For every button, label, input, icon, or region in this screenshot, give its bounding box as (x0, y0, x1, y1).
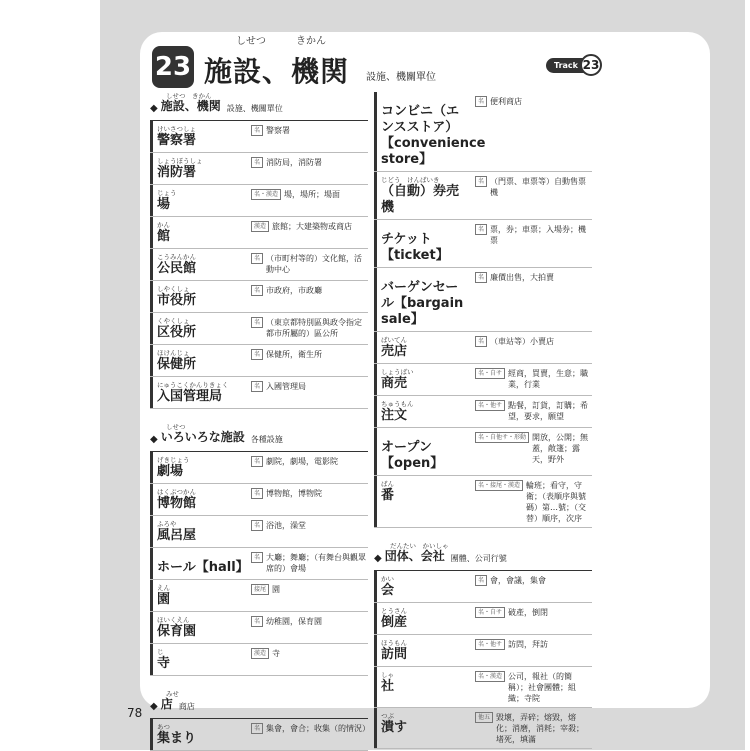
definition-text: 訪問，拜訪 (508, 640, 549, 649)
definition-cell (469, 332, 592, 363)
left-column (150, 92, 371, 751)
vocab-word: 公民館 (157, 261, 197, 276)
word-ruby: かい (381, 575, 394, 583)
word-ruby: ほうもん (381, 639, 407, 647)
vocab-entry (150, 548, 368, 580)
part-of-speech-tag: 名 (251, 723, 263, 734)
definition-text: 消防局，消防署 (266, 158, 323, 167)
vocab-word: 寺 (157, 656, 171, 671)
vocab-entry (150, 377, 368, 409)
part-of-speech-tag: 名 (475, 272, 487, 283)
definition-text: 警察署 (266, 126, 291, 135)
track-label: Track (546, 58, 584, 73)
part-of-speech-tag: 名・漢造 (475, 671, 505, 682)
part-of-speech-tag: 名 (251, 285, 263, 296)
word-cell (374, 332, 469, 363)
section-spacer (150, 409, 368, 423)
definition-cell (469, 708, 592, 748)
word-cell (374, 603, 469, 634)
vocab-word: 風呂屋 (157, 528, 197, 543)
right-column (374, 92, 592, 749)
vocab-word: コンビニ（エンスストア）【convenience store】 (381, 104, 486, 167)
definition-text: （東京都特別區與政令指定都市所屬的）區公所 (266, 318, 363, 338)
definition-text: （門票、車票等）自動售票機 (490, 177, 587, 197)
vocab-entry (150, 452, 368, 484)
definition-cell (245, 548, 368, 579)
section-title: 店 (160, 697, 173, 711)
word-ruby: しやくしょ (157, 285, 190, 293)
definition-text: 場，場所；場面 (284, 190, 341, 199)
section-title: 団体、会社 (384, 549, 445, 563)
definition-text: 入國管理局 (266, 382, 307, 391)
definition-cell (245, 313, 368, 344)
definition-cell (245, 121, 368, 152)
definition-text: 經商，買賣，生意；職業，行業 (508, 369, 589, 389)
vocab-entry (150, 217, 368, 249)
part-of-speech-tag: 名 (251, 349, 263, 360)
word-cell (150, 580, 245, 611)
vocab-word: 博物館 (157, 496, 197, 511)
vocab-entry (374, 571, 592, 603)
part-of-speech-tag: 名 (251, 381, 263, 392)
word-ruby: かん (157, 221, 170, 229)
word-cell (374, 172, 469, 219)
word-ruby: しゃ (381, 671, 394, 679)
word-cell (150, 377, 245, 408)
definition-text: （車站等）小賣店 (490, 337, 555, 346)
definition-text: 寺 (272, 649, 281, 658)
section-title: いろいろな施設 (160, 430, 245, 444)
definition-text: 公司，報社（的簡稱）；社會團體；組織；寺院 (508, 672, 577, 703)
word-cell (374, 268, 469, 331)
definition-cell (245, 580, 368, 611)
vocab-entry (374, 396, 592, 428)
section-head-ruby: だんたい かいしゃ (390, 542, 449, 550)
vocab-word: 警察署 (157, 133, 197, 148)
vocab-word: 潰す (381, 720, 408, 735)
vocab-word: 場 (157, 197, 171, 212)
diamond-icon: ◆ (150, 103, 158, 114)
word-cell (150, 313, 245, 344)
word-ruby: えん (157, 584, 170, 592)
vocab-word: 区役所 (157, 325, 197, 340)
vocab-word: 社 (381, 679, 395, 694)
vocab-entry (150, 612, 368, 644)
part-of-speech-tag: 名 (475, 336, 487, 347)
definition-text: 廉價出售，大拍賣 (490, 273, 555, 282)
part-of-speech-tag: 名・他サ (475, 400, 505, 411)
word-cell (150, 153, 245, 184)
word-cell (374, 667, 469, 707)
section-head-ruby: しせつ きかん (166, 92, 212, 100)
section-spacer (374, 528, 592, 542)
section-subtitle: 團體、公司行號 (450, 554, 507, 563)
vocab-word: ホール【hall】 (157, 560, 249, 575)
definition-text: 點餐，訂貨，訂購；希望，要求，願望 (508, 401, 589, 421)
part-of-speech-tag: 名 (251, 552, 263, 563)
vocab-entry (374, 667, 592, 708)
vocab-word: 倒産 (381, 615, 408, 630)
word-cell (150, 345, 245, 376)
vocab-entry (150, 249, 368, 281)
vocab-word: チケット【ticket】 (381, 232, 449, 263)
vocab-word: 市役所 (157, 293, 197, 308)
vocab-entry (374, 220, 592, 268)
part-of-speech-tag: 名 (251, 488, 263, 499)
vocab-entry (150, 185, 368, 217)
word-cell (150, 121, 245, 152)
section-head-ruby: みせ (166, 690, 179, 698)
part-of-speech-tag: 名 (251, 616, 263, 627)
definition-cell (469, 220, 592, 267)
vocab-word: 入国管理局 (157, 389, 223, 404)
part-of-speech-tag: 名・自サ (475, 607, 505, 618)
word-cell (150, 185, 245, 216)
definition-cell (245, 612, 368, 643)
vocab-word: 保育園 (157, 624, 197, 639)
part-of-speech-tag: 名 (251, 520, 263, 531)
definition-text: 毀壞，弄碎；熔毀，熔化；消磨，消耗；宰殺；堵死，填滿 (496, 713, 585, 744)
vocab-entry (374, 708, 592, 749)
vocab-word: 園 (157, 592, 171, 607)
vocab-entry (150, 719, 371, 751)
word-cell (374, 571, 469, 602)
definition-cell (469, 667, 592, 707)
word-cell (374, 92, 486, 171)
definition-cell (469, 571, 592, 602)
definition-cell (245, 377, 368, 408)
word-ruby: ほけんじょ (157, 349, 190, 357)
definition-text: 保健所，衛生所 (266, 350, 323, 359)
vocab-word: 注文 (381, 408, 408, 423)
definition-cell (469, 172, 592, 219)
vocab-word: 売店 (381, 344, 408, 359)
definition-cell (245, 452, 368, 483)
definition-cell (245, 516, 368, 547)
part-of-speech-tag: 名・自他サ・形動 (475, 432, 529, 443)
definition-cell (245, 719, 371, 750)
word-ruby: しょうぼうしょ (157, 157, 203, 165)
diamond-icon: ◆ (374, 553, 382, 564)
word-cell (374, 635, 469, 666)
word-ruby: ほいくえん (157, 616, 190, 624)
definition-cell (469, 396, 592, 427)
vocab-entry (374, 332, 592, 364)
part-of-speech-tag: 名 (251, 125, 263, 136)
vocab-entry (374, 635, 592, 667)
vocab-entry (150, 153, 368, 185)
vocab-entry (374, 428, 592, 476)
definition-text: 市政府，市政廳 (266, 286, 323, 295)
vocab-entry (374, 172, 592, 220)
word-ruby (157, 552, 245, 560)
definition-text: 幼稚園，保育園 (266, 617, 323, 626)
definition-cell (245, 153, 368, 184)
definition-text: 劇院，劇場，電影院 (266, 457, 339, 466)
part-of-speech-tag: 名 (475, 575, 487, 586)
vocab-entry (150, 484, 368, 516)
vocab-entry (150, 121, 368, 153)
word-ruby: ばいてん (381, 336, 407, 344)
vocab-entry (150, 580, 368, 612)
definition-text: 破產，倒閉 (508, 608, 549, 617)
section-heading (374, 550, 592, 564)
part-of-speech-tag: 他五 (475, 712, 493, 723)
definition-cell (469, 364, 592, 395)
track-number: 23 (580, 54, 602, 76)
part-of-speech-tag: 接尾 (251, 584, 269, 595)
definition-text: 輪班；看守，守衛；（表順序與號碼）第…號；（交替）順序，次序 (526, 481, 587, 523)
section-heading (150, 100, 368, 114)
vocab-word: 商売 (381, 376, 408, 391)
definition-text: 浴池，澡堂 (266, 521, 307, 530)
definition-cell (245, 249, 368, 280)
definition-cell (245, 185, 368, 216)
section-title: 施設、機関 (160, 99, 221, 113)
definition-cell (245, 644, 368, 675)
word-cell (374, 476, 469, 527)
vocab-entry (374, 364, 592, 396)
section-subtitle: 各種設施 (250, 435, 283, 444)
vocab-word: オープン【open】 (381, 440, 444, 471)
definition-text: 開放，公開；無蓋，敞篷；露天，野外 (532, 433, 589, 464)
word-ruby: ふろや (157, 520, 177, 528)
chapter-ruby-1: しせつ (236, 36, 266, 47)
definition-cell (245, 484, 368, 515)
vocab-word: 訪問 (381, 647, 408, 662)
definition-cell (469, 92, 592, 171)
part-of-speech-tag: 名・他サ (475, 639, 505, 650)
chapter-title: 施設、機関 (204, 55, 350, 88)
vocab-word: 館 (157, 229, 171, 244)
vocab-entry (374, 268, 592, 332)
word-ruby: ばん (381, 480, 394, 488)
word-ruby (381, 224, 469, 232)
part-of-speech-tag: 名 (251, 456, 263, 467)
part-of-speech-tag: 名・自サ (475, 368, 505, 379)
part-of-speech-tag: 名・漢造 (251, 189, 281, 200)
word-cell (150, 249, 245, 280)
definition-cell (469, 428, 592, 475)
vocab-word: 劇場 (157, 464, 184, 479)
vocab-word: 集まり (157, 731, 197, 746)
word-cell (150, 548, 249, 579)
definition-text: 便利商店 (490, 97, 523, 106)
chapter-ruby-2: きかん (296, 36, 326, 47)
word-ruby: ちゅうもん (381, 400, 414, 408)
word-ruby: つぶ (381, 712, 394, 720)
part-of-speech-tag: 名 (475, 224, 487, 235)
word-ruby (381, 432, 469, 440)
definition-cell (245, 281, 368, 312)
vocab-entry (150, 644, 368, 676)
word-ruby: にゅうこくかんりきょく (157, 381, 229, 389)
definition-cell (469, 268, 592, 331)
definition-text: 會，會議，集會 (490, 576, 547, 585)
vocab-word: 保健所 (157, 357, 197, 372)
word-ruby: しょうばい (381, 368, 414, 376)
definition-text: （市町村等的）文化館，活動中心 (266, 254, 363, 274)
vocab-entry (150, 345, 368, 377)
vocab-word: 会 (381, 583, 395, 598)
vocab-word: 消防署 (157, 165, 197, 180)
word-cell (150, 644, 245, 675)
part-of-speech-tag: 名 (251, 253, 263, 264)
definition-text: 大廳；舞廳；（有舞台與觀眾席的）會場 (266, 553, 367, 573)
section-subtitle: 設施、機關單位 (226, 104, 283, 113)
vocab-entry (374, 92, 592, 172)
word-ruby: けいさつしょ (157, 125, 196, 133)
diamond-icon: ◆ (150, 701, 158, 712)
word-cell (150, 281, 245, 312)
part-of-speech-tag: 名 (251, 157, 263, 168)
section-heading (150, 431, 368, 445)
vocab-entry (150, 281, 368, 313)
definition-cell (469, 635, 592, 666)
word-ruby: はくぶつかん (157, 488, 196, 496)
definition-cell (245, 345, 368, 376)
part-of-speech-tag: 名 (251, 317, 263, 328)
word-ruby: くやくしょ (157, 317, 190, 325)
word-cell (374, 220, 469, 267)
word-ruby: こうみんかん (157, 253, 196, 261)
diamond-icon: ◆ (150, 434, 158, 445)
word-cell (374, 428, 469, 475)
word-ruby: とうさん (381, 607, 407, 615)
word-cell (150, 217, 245, 248)
definition-text: 園 (272, 585, 281, 594)
vocab-word: バーゲンセール【bargain sale】 (381, 280, 464, 327)
word-cell (374, 364, 469, 395)
vocab-entry (150, 313, 368, 345)
definition-text: 集會，會合；收集（的情況） (266, 724, 371, 733)
part-of-speech-tag: 名・接尾・漢造 (475, 480, 523, 491)
word-cell (374, 708, 469, 748)
definition-cell (469, 476, 592, 527)
definition-cell (245, 217, 368, 248)
word-cell (150, 516, 245, 547)
word-cell (150, 719, 245, 750)
word-ruby: じ (157, 648, 164, 656)
word-cell (150, 452, 245, 483)
word-ruby: じどう けんばいき (381, 176, 440, 184)
definition-text: 票，券；車票；入場券；機票 (490, 225, 587, 245)
vocab-entry (150, 516, 368, 548)
word-ruby (381, 272, 469, 280)
part-of-speech-tag: 名 (475, 96, 487, 107)
word-cell (150, 484, 245, 515)
section-head-ruby: しせつ (166, 423, 186, 431)
word-cell (374, 396, 469, 427)
part-of-speech-tag: 名 (475, 176, 487, 187)
definition-text: 旅館；大建築物或商店 (272, 222, 353, 231)
section-heading (150, 698, 368, 712)
definition-text: 博物館，博物院 (266, 489, 323, 498)
word-ruby: げきじょう (157, 456, 190, 464)
section-spacer (150, 676, 368, 690)
chapter-number-badge: 23 (152, 46, 194, 88)
part-of-speech-tag: 漢造 (251, 221, 269, 232)
word-ruby: あつ (157, 723, 170, 731)
section-subtitle: 商店 (178, 702, 195, 711)
chapter-subtitle: 設施、機關單位 (366, 72, 436, 83)
word-ruby (381, 96, 469, 104)
part-of-speech-tag: 漢造 (251, 648, 269, 659)
vocab-word: 番 (381, 488, 395, 503)
vocab-word: （自動）券売機 (381, 184, 460, 215)
word-ruby: じょう (157, 189, 177, 197)
word-cell (150, 612, 245, 643)
page-number: 78 (127, 706, 143, 720)
definition-cell (469, 603, 592, 634)
audio-track-badge[interactable] (546, 54, 602, 76)
vocab-entry (374, 476, 592, 528)
vocab-entry (374, 603, 592, 635)
